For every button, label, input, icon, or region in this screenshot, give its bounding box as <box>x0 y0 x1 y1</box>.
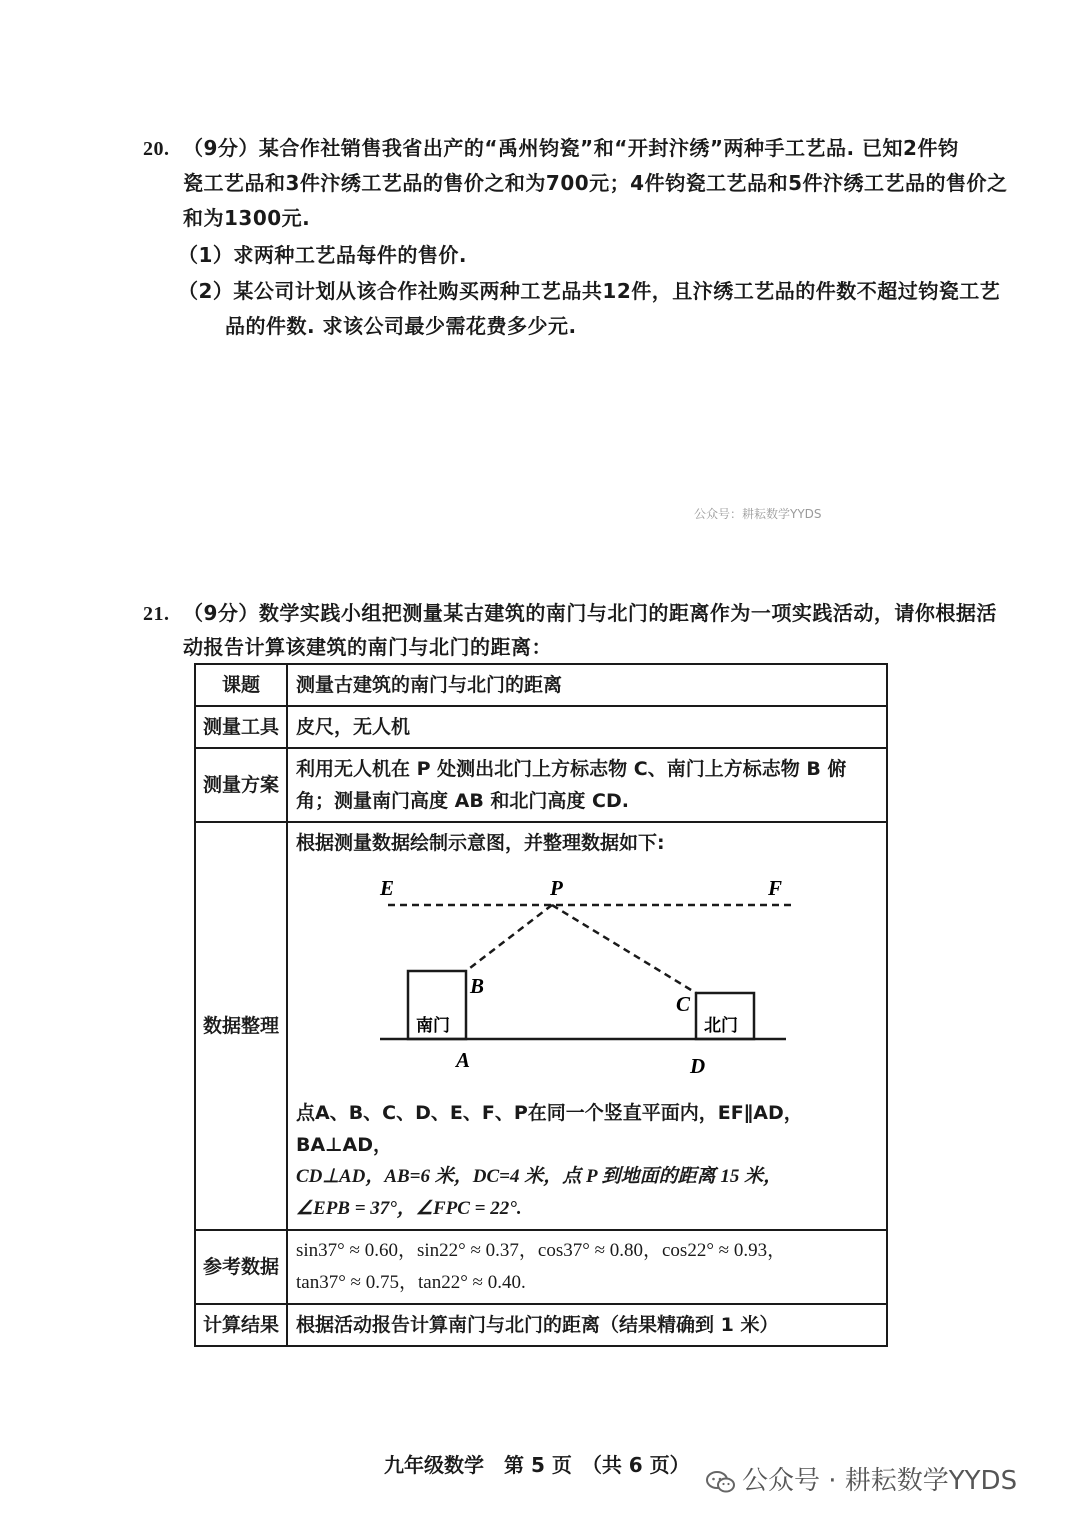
watermark-footer <box>706 1460 1017 1497</box>
q20-part-2-line-2: 品的件数. 求该公司最少需花费多少元. <box>225 314 577 338</box>
line-pc <box>552 905 696 993</box>
row-plan <box>195 748 887 822</box>
watermark-footer-text: 公众号 · 耕耘数学YYDS <box>742 1466 1018 1496</box>
tools-header: 测量工具 <box>195 706 287 748</box>
data-header: 数据整理 <box>195 822 287 1230</box>
plan-line-1: 利用无人机在 P 处测出北门上方标志物 C、南门上方标志物 B 俯 <box>296 758 847 780</box>
page-footer: 九年级数学 第 5 页 （共 6 页） <box>384 1453 690 1477</box>
row-topic <box>195 664 887 706</box>
south-gate-label: 南门 <box>416 1016 450 1036</box>
label-e: E <box>380 876 395 900</box>
result-cell: 根据活动报告计算南门与北门的距离（结果精确到 1 米） <box>287 1304 887 1346</box>
reference-line-1: sin37° ≈ 0.60，sin22° ≈ 0.37，cos37° ≈ 0.80，cos22° ≈ 0.93， <box>296 1240 787 1261</box>
plan-header: 测量方案 <box>195 748 287 822</box>
data-line-2: CD⊥AD，AB=6 米，DC=4 米，点 P 到地面的距离 15 米， <box>296 1166 783 1187</box>
topic-cell: 测量古建筑的南门与北门的距离 <box>287 664 887 706</box>
label-p: P <box>550 876 563 900</box>
tools-cell: 皮尺，无人机 <box>287 706 887 748</box>
north-gate-label: 北门 <box>704 1016 738 1036</box>
result-header: 计算结果 <box>195 1304 287 1346</box>
q20-part-2-line-1: （2）某公司计划从该合作社购买两种工艺品共12件，且汴绣工艺品的件数不超过钧瓷工艺 <box>178 279 1001 303</box>
plan-line-2: 角；测量南门高度 AB 和北门高度 CD. <box>296 790 629 812</box>
row-tools <box>195 706 887 748</box>
q21-text-1: （9分）数学实践小组把测量某古建筑的南门与北门的距离作为一项实践活动，请你根据活 <box>183 601 997 625</box>
label-a: A <box>456 1048 471 1072</box>
reference-cell <box>287 1230 887 1304</box>
q21-number: 21. <box>143 603 170 625</box>
line-pb <box>466 905 552 971</box>
q20-text-1: （9分）某合作社销售我省出产的“禹州钧瓷”和“开封汴绣”两种手工艺品. 已知2件钧 <box>183 136 959 160</box>
data-line-1: 点A、B、C、D、E、F、P在同一个竖直平面内，EF∥AD，BA⊥AD， <box>296 1102 803 1156</box>
watermark-mid: 公众号：耕耘数学YYDS <box>694 507 822 521</box>
q20-text-2: 瓷工艺品和3件汴绣工艺品的售价之和为700元；4件钧瓷工艺品和5件汴绣工艺品的售价之 <box>183 171 1008 195</box>
q20-text-3: 和为1300元. <box>183 206 311 230</box>
q20-part-1: （1）求两种工艺品每件的售价. <box>178 243 468 267</box>
data-line-3: ∠EPB = 37°，∠FPC = 22°. <box>296 1198 522 1219</box>
data-intro: 根据测量数据绘制示意图，并整理数据如下: <box>296 832 665 854</box>
row-reference <box>195 1230 887 1304</box>
topic-header: 课题 <box>195 664 287 706</box>
reference-line-2: tan37° ≈ 0.75，tan22° ≈ 0.40. <box>296 1272 526 1293</box>
plan-cell <box>287 748 887 822</box>
q21-line-1 <box>143 598 997 629</box>
q21-text-2: 动报告计算该建筑的南门与北门的距离： <box>183 635 552 659</box>
q20-number: 20. <box>143 138 170 160</box>
data-cell <box>287 822 887 1230</box>
row-result <box>195 1304 887 1346</box>
row-data <box>195 822 887 1230</box>
measurement-diagram <box>296 861 816 1093</box>
q20-line-1 <box>143 133 958 164</box>
label-b: B <box>470 974 485 998</box>
wechat-icon <box>706 1470 736 1494</box>
label-d: D <box>690 1054 706 1078</box>
activity-report-table <box>194 663 888 1347</box>
reference-header: 参考数据 <box>195 1230 287 1304</box>
label-f: F <box>768 876 783 900</box>
label-c: C <box>676 992 691 1016</box>
